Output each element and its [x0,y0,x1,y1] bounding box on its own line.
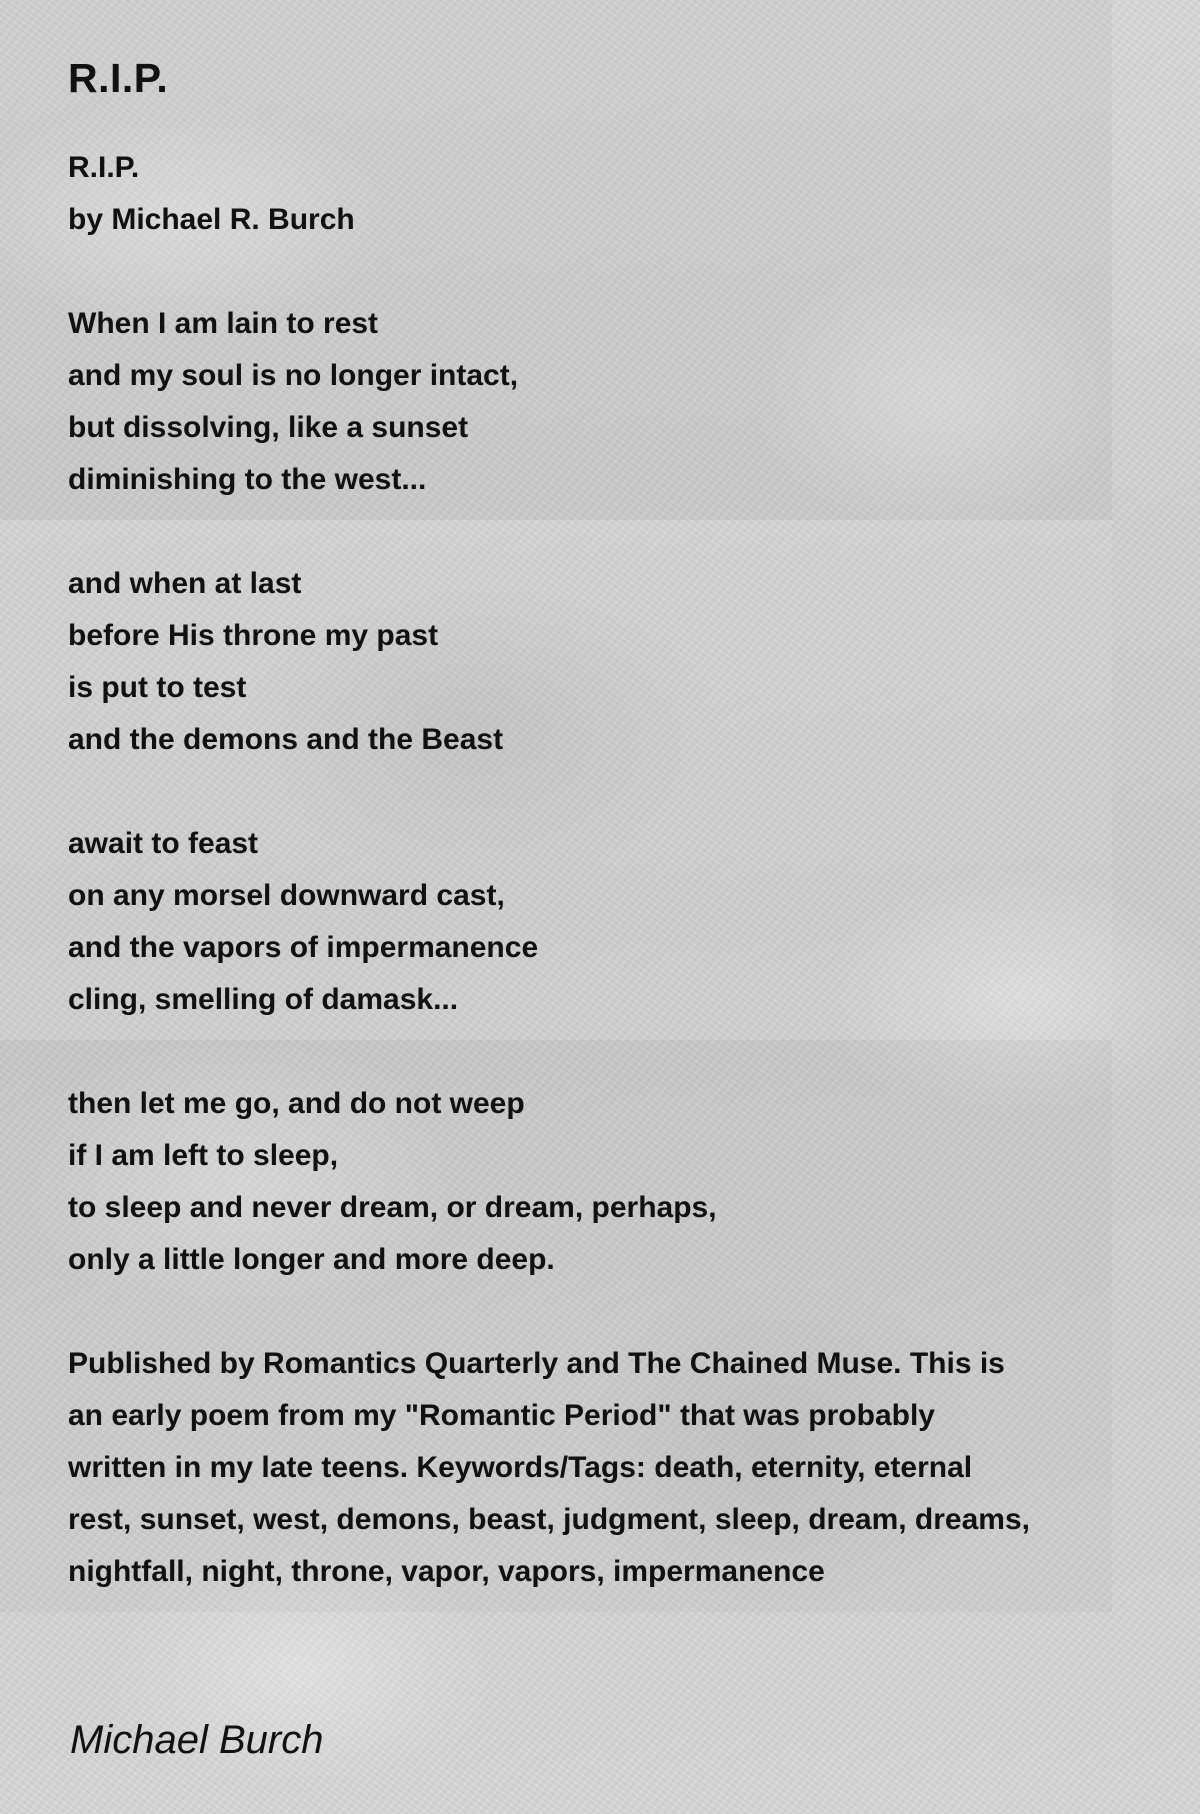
poem-byline: by Michael R. Burch [68,203,355,236]
poem-line: and the demons and the Beast [68,723,504,756]
stanza-3 [68,818,1128,1026]
poem-line: await to feast [68,827,259,860]
notes-line: nightfall, night, throne, vapor, vapors, impermanence [68,1555,825,1588]
stanza-4 [68,1078,1128,1286]
poem-line: on any morsel downward cast, [68,879,505,912]
poem-line: and my soul is no longer intact, [68,359,519,392]
notes-line: written in my late teens. Keywords/Tags: death, eternity, eternal [68,1451,973,1484]
stanza-gap [68,1026,1128,1078]
stanza-gap [68,246,1128,298]
poem-line: and when at last [68,567,302,600]
poem-line: is put to test [68,671,247,704]
poem-notes [68,1338,1128,1598]
poem-line: to sleep and never dream, or dream, perhaps, [68,1191,717,1224]
stanza-2 [68,558,1128,766]
poem-line: When I am lain to rest [68,307,379,340]
poem-line: diminishing to the west... [68,463,427,496]
poem-line: then let me go, and do not weep [68,1087,525,1120]
poem-subtitle: R.I.P. [68,151,140,184]
stanza-gap [68,766,1128,818]
poem-line: and the vapors of impermanence [68,931,539,964]
poem-body [68,142,1128,1598]
poem-line: but dissolving, like a sunset [68,411,469,444]
poem-line: only a little longer and more deep. [68,1243,555,1276]
page-title: R.I.P. [68,55,169,101]
poem-line: cling, smelling of damask... [68,983,459,1016]
poem-line: before His throne my past [68,619,439,652]
notes-line: an early poem from my "Romantic Period" that was probably [68,1399,935,1432]
stanza-1 [68,298,1128,506]
stanza-gap [68,506,1128,558]
notes-line: rest, sunset, west, demons, beast, judgment, sleep, dream, dreams, [68,1503,1030,1536]
stanza-gap [68,1286,1128,1338]
author-signature: Michael Burch [70,1718,324,1762]
poem-line: if I am left to sleep, [68,1139,339,1172]
notes-line: Published by Romantics Quarterly and The Chained Muse. This is [68,1347,1005,1380]
poem-container [68,48,1128,1598]
